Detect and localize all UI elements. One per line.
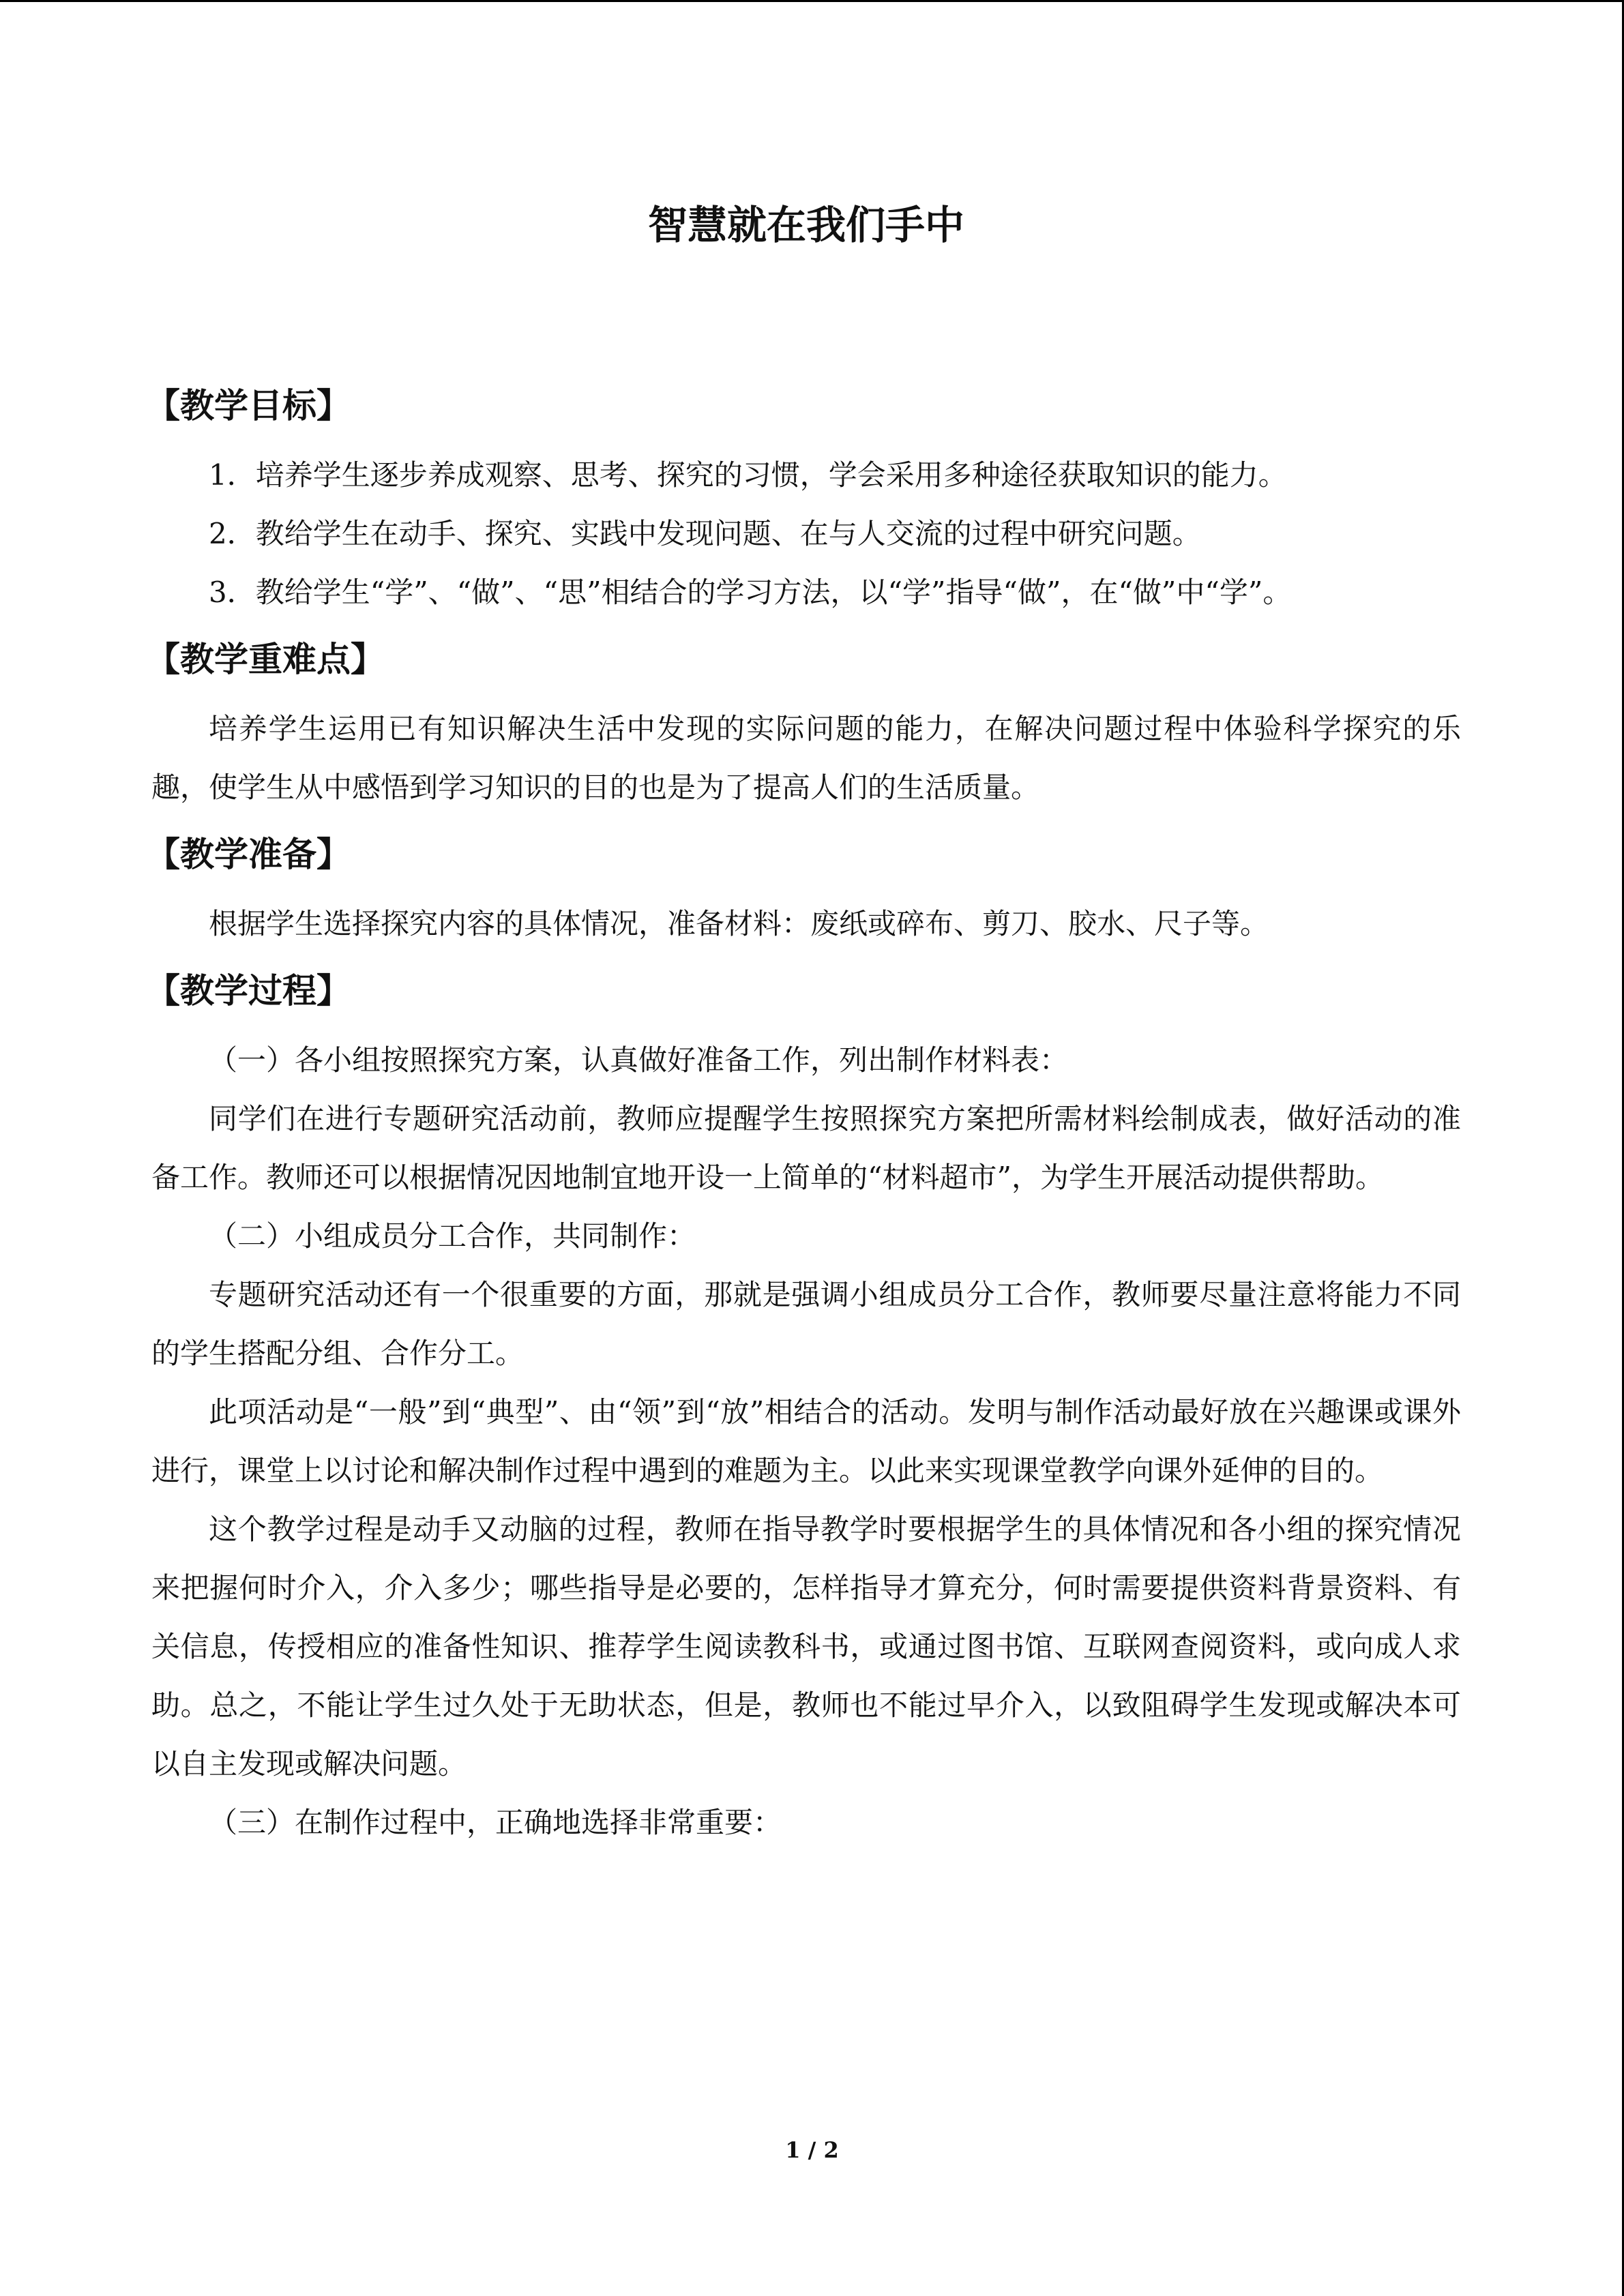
process-step-1-heading: （一）各小组按照探究方案，认真做好准备工作，列出制作材料表：: [209, 1043, 1069, 1077]
preparation-text: 根据学生选择探究内容的具体情况，准备材料：废纸或碎布、剪刀、胶水、尺子等。: [209, 907, 1269, 940]
process-step-2-heading: （二）小组成员分工合作，共同制作：: [209, 1219, 696, 1253]
document-page: [146, 191, 1461, 1852]
process-step-3-heading: （三）在制作过程中，正确地选择非常重要：: [209, 1806, 782, 1839]
top-border-rule: [0, 0, 1624, 2]
process-paragraph-3: 此项活动是“一般”到“典型”、由“领”到“放”相结合的活动。发明与制作活动最好放在兴趣课或课外进行，课堂上以讨论和解决制作过程中遇到的难题为主。以此来实现课堂教学向课外延伸的目的。: [151, 1395, 1461, 1487]
page-number: 1 / 2: [785, 2137, 839, 2163]
goal-item-2: 2．教给学生在动手、探究、实践中发现问题、在与人交流的过程中研究问题。: [209, 517, 1201, 550]
process-paragraph-2: 专题研究活动还有一个很重要的方面，那就是强调小组成员分工合作，教师要尽量注意将能力不同的学生搭配分组、合作分工。: [151, 1278, 1461, 1370]
section-heading-preparation: 【教学准备】: [146, 835, 351, 874]
section-heading-key-points: 【教学重难点】: [146, 640, 385, 679]
document-title: 智慧就在我们手中: [647, 202, 964, 248]
key-points-text: 培养学生运用已有知识解决生活中发现的实际问题的能力，在解决问题过程中体验科学探究的乐趣，使学生从中感悟到学习知识的目的也是为了提高人们的生活质量。: [151, 712, 1461, 804]
section-heading-goals: 【教学目标】: [146, 386, 351, 426]
section-heading-process: 【教学过程】: [146, 971, 351, 1011]
goal-item-3: 3．教给学生“学”、“做”、“思”相结合的学习方法，以“学”指导“做”，在“做”中“学”。: [209, 576, 1292, 609]
process-paragraph-1: 同学们在进行专题研究活动前，教师应提醒学生按照探究方案把所需材料绘制成表，做好活动的准备工作。教师还可以根据情况因地制宜地开设一上简单的“材料超市”，为学生开展活动提供帮助。: [151, 1102, 1461, 1194]
goal-item-1: 1．培养学生逐步养成观察、思考、探究的习惯，学会采用多种途径获取知识的能力。: [209, 458, 1287, 492]
process-paragraph-4: 这个教学过程是动手又动脑的过程，教师在指导教学时要根据学生的具体情况和各小组的探究情况来把握何时介入，介入多少；哪些指导是必要的，怎样指导才算充分，何时需要提供资料背景资料、有关信息，传授相应的准备性知识、推荐学生阅读教科书，或通过图书馆、互联网查阅资料，或向成人求助。总之，不能让学生过久处于无助状态，但是，教师也不能过早介入，以致阻碍学生发现或解决本可以自主发现或解决问题。: [151, 1512, 1461, 1780]
